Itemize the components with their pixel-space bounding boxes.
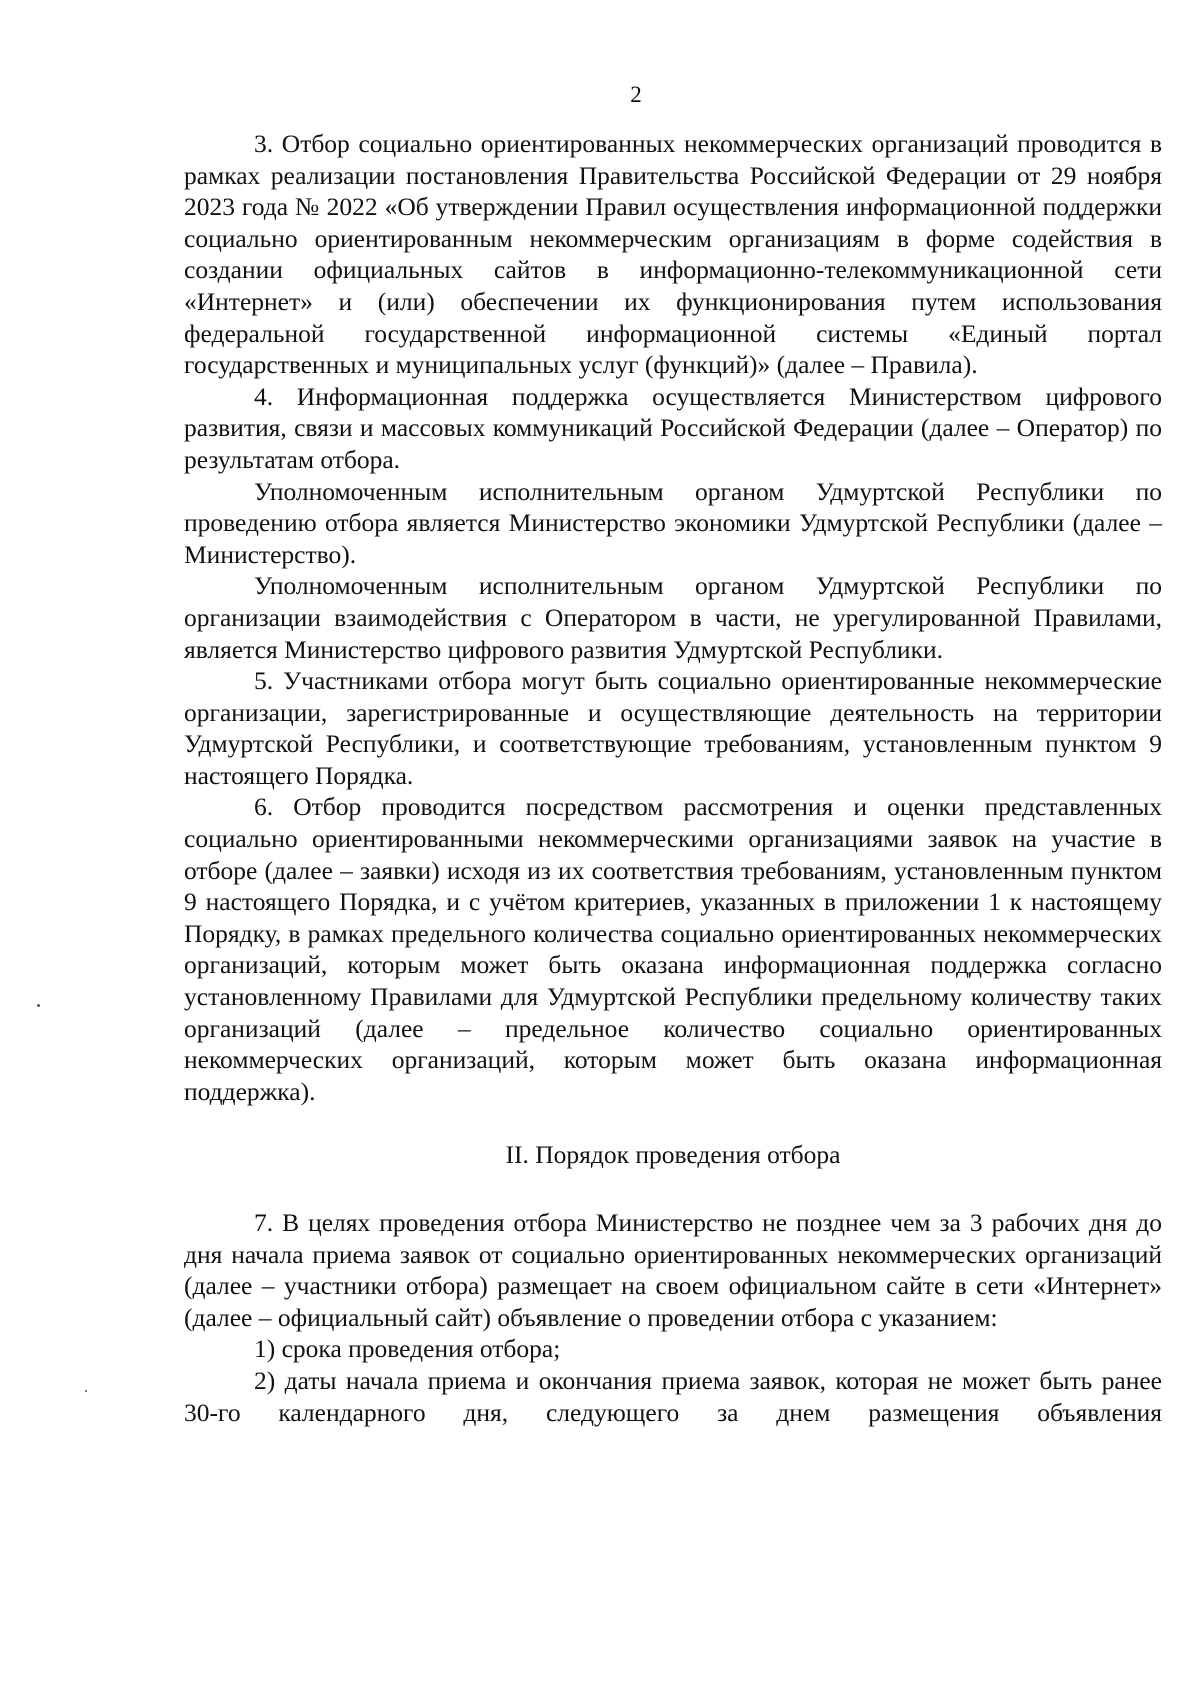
paragraph-3: 3. Отбор социально ориентированных некоммерческих организаций проводится в рамках реализации постановления Правительства Российской Федерации от 29 ноября 2023 года № 2022 «Об утверждении Правил осуществления информационной поддержки социально ориентированным некоммерческим организациям в форме содействия в создании официальных сайтов в информационно-телекоммуникационной сети «Интернет» и (или) обеспечении их функционирования путем использования федеральной государственной информационной системы «Единый портал государственных и муниципальных услуг (функций)» (далее – Правила). [184, 129, 1162, 380]
document-body [184, 128, 1162, 1428]
paragraph-5: 5. Участниками отбора могут быть социально ориентированные некоммерческие организации, зарегистрированные и осуществляющие деятельность на территории Удмуртской Республики, и соответствующие требованиям, установленным пунктом 9 настоящего Порядка. [184, 666, 1162, 790]
paragraph-6: 6. Отбор проводится посредством рассмотрения и оценки представленных социально ориентированными некоммерческими организациями заявок на участие в отборе (далее – заявки) исходя из их соответствия требованиям, установленным пунктом 9 настоящего Порядка, и с учётом критериев, указанных в приложении 1 к настоящему Порядку, в рамках предельного количества социально ориентированных некоммерческих организаций, которым может быть оказана информационная поддержка согласно установленному Правилами для Удмуртской Республики предельному количеству таких организаций (далее – предельное количество социально ориентированных некоммерческих организаций, которым может быть оказана информационная поддержка). [184, 792, 1162, 1106]
page-number: 2 [630, 82, 642, 107]
paragraph-authorized-body-interaction: Уполномоченным исполнительным органом Удмуртской Республики по организации взаимодействия с Оператором в части, не урегулированной Правилами, является Министерство цифрового развития Удмуртской Республики. [184, 571, 1162, 664]
paragraph-authorized-body-selection: Уполномоченным исполнительным органом Удмуртской Республики по проведению отбора является Министерство экономики Удмуртской Республики (далее – Министерство). [184, 476, 1162, 569]
scan-speck [85, 1390, 87, 1392]
scan-speck [37, 1004, 40, 1007]
paragraph-4: 4. Информационная поддержка осуществляется Министерством цифрового развития, связи и массовых коммуникаций Российской Федерации (далее – Оператор) по результатам отбора. [184, 381, 1162, 474]
list-item-2: 2) даты начала приема и окончания приема заявок, которая не может быть ранее 30-го календарного дня, следующего за днем размещения объявления [184, 1365, 1162, 1427]
list-item-1: 1) срока проведения отбора; [254, 1334, 561, 1364]
paragraph-7: 7. В целях проведения отбора Министерство не позднее чем за 3 рабочих дня до дня начала приема заявок от социально ориентированных некоммерческих организаций (далее – участники отбора) размещает на своем официальном сайте в сети «Интернет» (далее – официальный сайт) объявление о проведении отбора с указанием: [184, 1208, 1162, 1332]
section-heading: II. Порядок проведения отбора [505, 1140, 841, 1170]
